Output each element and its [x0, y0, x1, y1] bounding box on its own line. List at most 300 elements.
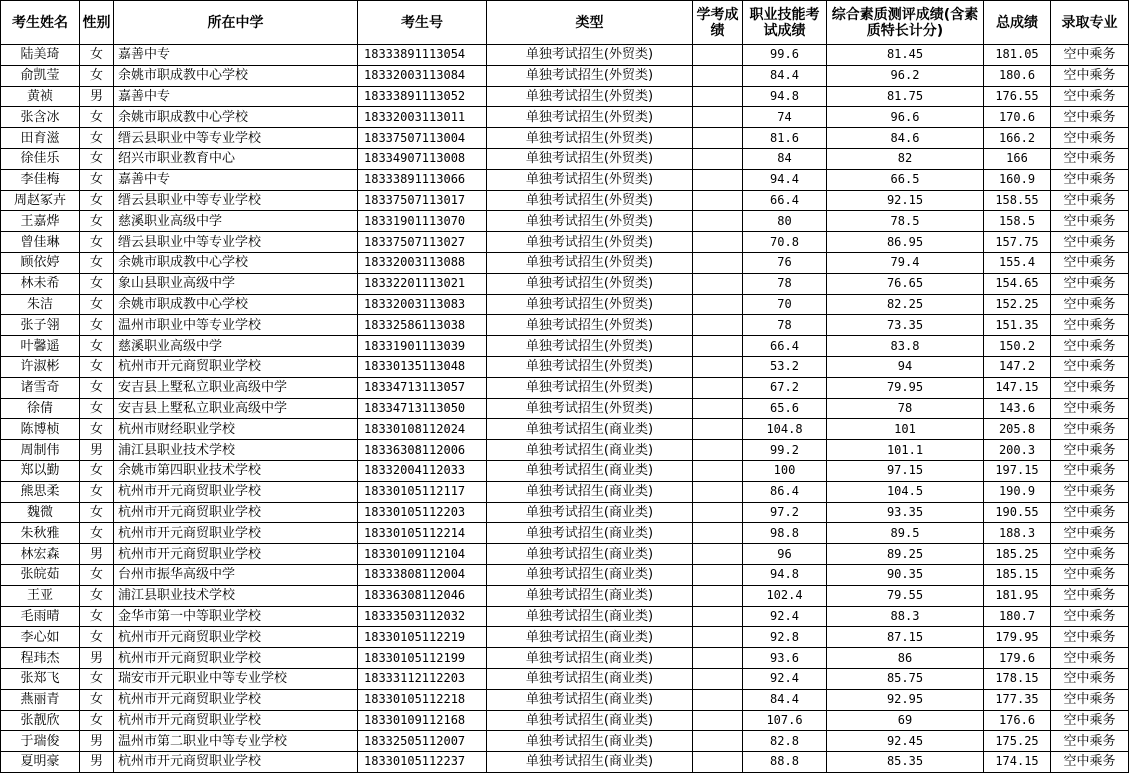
table-row — [1, 252, 1129, 273]
cell-quality: 92.95 — [827, 689, 984, 710]
cell-type: 单独考试招生(商业类) — [487, 440, 693, 461]
table-row — [1, 107, 1129, 128]
cell-xk — [693, 169, 743, 190]
cell-exam-id: 18333112112203 — [358, 668, 487, 689]
cell-type: 单独考试招生(外贸类) — [487, 232, 693, 253]
table-row — [1, 273, 1129, 294]
cell-major: 空中乘务 — [1051, 232, 1129, 253]
cell-skill: 97.2 — [743, 502, 827, 523]
cell-name: 张郑飞 — [1, 668, 80, 689]
cell-gender: 女 — [80, 585, 114, 606]
cell-total: 166 — [984, 148, 1051, 169]
cell-gender: 女 — [80, 481, 114, 502]
cell-skill: 82.8 — [743, 731, 827, 752]
cell-xk — [693, 45, 743, 66]
cell-exam-id: 18331901113039 — [358, 336, 487, 357]
table-row — [1, 564, 1129, 585]
cell-name: 熊思柔 — [1, 481, 80, 502]
cell-gender: 男 — [80, 648, 114, 669]
cell-xk — [693, 190, 743, 211]
cell-total: 176.55 — [984, 86, 1051, 107]
cell-name: 田育滋 — [1, 128, 80, 149]
cell-major: 空中乘务 — [1051, 45, 1129, 66]
cell-total: 175.25 — [984, 731, 1051, 752]
cell-type: 单独考试招生(外贸类) — [487, 45, 693, 66]
cell-xk — [693, 606, 743, 627]
cell-quality: 97.15 — [827, 460, 984, 481]
cell-skill: 78 — [743, 315, 827, 336]
cell-type: 单独考试招生(外贸类) — [487, 315, 693, 336]
cell-skill: 70 — [743, 294, 827, 315]
cell-skill: 84.4 — [743, 65, 827, 86]
cell-quality: 78.5 — [827, 211, 984, 232]
table-row — [1, 419, 1129, 440]
cell-total: 190.55 — [984, 502, 1051, 523]
cell-quality: 82 — [827, 148, 984, 169]
cell-skill: 65.6 — [743, 398, 827, 419]
cell-quality: 81.45 — [827, 45, 984, 66]
cell-exam-id: 18336308112006 — [358, 440, 487, 461]
cell-gender: 女 — [80, 419, 114, 440]
cell-name: 张皖茹 — [1, 564, 80, 585]
cell-major: 空中乘务 — [1051, 356, 1129, 377]
cell-type: 单独考试招生(商业类) — [487, 731, 693, 752]
cell-total: 150.2 — [984, 336, 1051, 357]
cell-xk — [693, 564, 743, 585]
cell-school: 嘉善中专 — [114, 86, 358, 107]
cell-major: 空中乘务 — [1051, 273, 1129, 294]
cell-school: 杭州市开元商贸职业学校 — [114, 689, 358, 710]
cell-quality: 73.35 — [827, 315, 984, 336]
cell-total: 177.35 — [984, 689, 1051, 710]
header-school: 所在中学 — [114, 1, 358, 45]
cell-quality: 96.2 — [827, 65, 984, 86]
cell-quality: 85.35 — [827, 752, 984, 773]
table-row — [1, 356, 1129, 377]
table-row — [1, 481, 1129, 502]
cell-quality: 86.95 — [827, 232, 984, 253]
header-row — [1, 1, 1129, 45]
cell-total: 185.25 — [984, 544, 1051, 565]
table-row — [1, 502, 1129, 523]
cell-skill: 92.4 — [743, 606, 827, 627]
table-row — [1, 315, 1129, 336]
cell-skill: 81.6 — [743, 128, 827, 149]
cell-major: 空中乘务 — [1051, 294, 1129, 315]
cell-quality: 94 — [827, 356, 984, 377]
cell-school: 杭州市开元商贸职业学校 — [114, 481, 358, 502]
table-row — [1, 211, 1129, 232]
table-row — [1, 128, 1129, 149]
cell-school: 缙云县职业中等专业学校 — [114, 190, 358, 211]
cell-name: 夏明豪 — [1, 752, 80, 773]
cell-type: 单独考试招生(商业类) — [487, 564, 693, 585]
cell-total: 197.15 — [984, 460, 1051, 481]
cell-xk — [693, 689, 743, 710]
cell-school: 余姚市第四职业技术学校 — [114, 460, 358, 481]
cell-major: 空中乘务 — [1051, 128, 1129, 149]
header-gender: 性别 — [80, 1, 114, 45]
cell-gender: 女 — [80, 169, 114, 190]
cell-gender: 女 — [80, 689, 114, 710]
table-row — [1, 377, 1129, 398]
cell-school: 浦江县职业技术学校 — [114, 585, 358, 606]
cell-name: 周赵冢卉 — [1, 190, 80, 211]
cell-type: 单独考试招生(商业类) — [487, 710, 693, 731]
cell-school: 嘉善中专 — [114, 45, 358, 66]
header-quality: 综合素质测评成绩(含素质特长计分) — [827, 1, 984, 45]
cell-exam-id: 18332201113021 — [358, 273, 487, 294]
cell-gender: 男 — [80, 440, 114, 461]
table-body — [1, 45, 1129, 773]
cell-major: 空中乘务 — [1051, 648, 1129, 669]
cell-xk — [693, 648, 743, 669]
cell-name: 曾佳琳 — [1, 232, 80, 253]
cell-gender: 女 — [80, 273, 114, 294]
cell-xk — [693, 460, 743, 481]
cell-quality: 76.65 — [827, 273, 984, 294]
cell-major: 空中乘务 — [1051, 86, 1129, 107]
cell-exam-id: 18333891113052 — [358, 86, 487, 107]
cell-school: 瑞安市开元职业中等专业学校 — [114, 668, 358, 689]
cell-major: 空中乘务 — [1051, 627, 1129, 648]
cell-skill: 76 — [743, 252, 827, 273]
cell-quality: 82.25 — [827, 294, 984, 315]
table-row — [1, 336, 1129, 357]
cell-major: 空中乘务 — [1051, 419, 1129, 440]
cell-skill: 94.4 — [743, 169, 827, 190]
cell-xk — [693, 294, 743, 315]
cell-skill: 96 — [743, 544, 827, 565]
cell-total: 180.7 — [984, 606, 1051, 627]
cell-quality: 79.95 — [827, 377, 984, 398]
cell-exam-id: 18332003113088 — [358, 252, 487, 273]
cell-skill: 80 — [743, 211, 827, 232]
cell-major: 空中乘务 — [1051, 731, 1129, 752]
cell-quality: 104.5 — [827, 481, 984, 502]
cell-gender: 女 — [80, 45, 114, 66]
cell-skill: 98.8 — [743, 523, 827, 544]
cell-type: 单独考试招生(外贸类) — [487, 169, 693, 190]
cell-gender: 女 — [80, 294, 114, 315]
cell-gender: 女 — [80, 148, 114, 169]
cell-name: 燕丽青 — [1, 689, 80, 710]
cell-type: 单独考试招生(外贸类) — [487, 294, 693, 315]
cell-quality: 93.35 — [827, 502, 984, 523]
table-row — [1, 627, 1129, 648]
cell-school: 余姚市职成教中心学校 — [114, 252, 358, 273]
cell-major: 空中乘务 — [1051, 190, 1129, 211]
cell-total: 160.9 — [984, 169, 1051, 190]
cell-name: 诸雪奇 — [1, 377, 80, 398]
cell-major: 空中乘务 — [1051, 148, 1129, 169]
cell-type: 单独考试招生(商业类) — [487, 585, 693, 606]
cell-school: 安吉县上墅私立职业高级中学 — [114, 398, 358, 419]
cell-school: 安吉县上墅私立职业高级中学 — [114, 377, 358, 398]
cell-gender: 女 — [80, 523, 114, 544]
cell-gender: 女 — [80, 252, 114, 273]
cell-skill: 94.8 — [743, 564, 827, 585]
cell-xk — [693, 86, 743, 107]
cell-major: 空中乘务 — [1051, 710, 1129, 731]
cell-major: 空中乘务 — [1051, 107, 1129, 128]
cell-major: 空中乘务 — [1051, 377, 1129, 398]
cell-exam-id: 18332586113038 — [358, 315, 487, 336]
cell-name: 张靓欣 — [1, 710, 80, 731]
header-total: 总成绩 — [984, 1, 1051, 45]
cell-skill: 107.6 — [743, 710, 827, 731]
cell-xk — [693, 273, 743, 294]
cell-quality: 81.75 — [827, 86, 984, 107]
table-row — [1, 710, 1129, 731]
cell-name: 林宏森 — [1, 544, 80, 565]
cell-type: 单独考试招生(商业类) — [487, 668, 693, 689]
cell-skill: 66.4 — [743, 190, 827, 211]
cell-name: 朱洁 — [1, 294, 80, 315]
table-row — [1, 294, 1129, 315]
cell-xk — [693, 419, 743, 440]
cell-name: 叶馨遥 — [1, 336, 80, 357]
cell-gender: 女 — [80, 107, 114, 128]
cell-type: 单独考试招生(商业类) — [487, 648, 693, 669]
cell-major: 空中乘务 — [1051, 398, 1129, 419]
table-row — [1, 585, 1129, 606]
cell-name: 徐倩 — [1, 398, 80, 419]
cell-gender: 女 — [80, 398, 114, 419]
cell-name: 李心如 — [1, 627, 80, 648]
cell-quality: 66.5 — [827, 169, 984, 190]
cell-exam-id: 18330105112203 — [358, 502, 487, 523]
cell-exam-id: 18332004112033 — [358, 460, 487, 481]
cell-exam-id: 18333808112004 — [358, 564, 487, 585]
cell-school: 余姚市职成教中心学校 — [114, 107, 358, 128]
cell-total: 154.65 — [984, 273, 1051, 294]
cell-xk — [693, 107, 743, 128]
cell-xk — [693, 356, 743, 377]
cell-school: 台州市振华高级中学 — [114, 564, 358, 585]
cell-name: 魏微 — [1, 502, 80, 523]
cell-type: 单独考试招生(商业类) — [487, 752, 693, 773]
cell-major: 空中乘务 — [1051, 606, 1129, 627]
table-row — [1, 86, 1129, 107]
cell-exam-id: 18333891113066 — [358, 169, 487, 190]
cell-quality: 79.55 — [827, 585, 984, 606]
cell-xk — [693, 752, 743, 773]
cell-exam-id: 18330105112214 — [358, 523, 487, 544]
cell-gender: 女 — [80, 710, 114, 731]
cell-gender: 女 — [80, 190, 114, 211]
table-row — [1, 606, 1129, 627]
cell-xk — [693, 668, 743, 689]
cell-major: 空中乘务 — [1051, 440, 1129, 461]
table-row — [1, 648, 1129, 669]
cell-quality: 83.8 — [827, 336, 984, 357]
cell-major: 空中乘务 — [1051, 544, 1129, 565]
cell-skill: 66.4 — [743, 336, 827, 357]
cell-gender: 女 — [80, 668, 114, 689]
header-xk: 学考成绩 — [693, 1, 743, 45]
cell-xk — [693, 627, 743, 648]
table-row — [1, 148, 1129, 169]
cell-gender: 男 — [80, 544, 114, 565]
cell-xk — [693, 544, 743, 565]
cell-gender: 女 — [80, 377, 114, 398]
cell-exam-id: 18330109112104 — [358, 544, 487, 565]
cell-gender: 女 — [80, 65, 114, 86]
cell-skill: 78 — [743, 273, 827, 294]
cell-gender: 女 — [80, 211, 114, 232]
cell-type: 单独考试招生(外贸类) — [487, 336, 693, 357]
cell-exam-id: 18332003113083 — [358, 294, 487, 315]
table-row — [1, 169, 1129, 190]
cell-name: 许淑彬 — [1, 356, 80, 377]
cell-xk — [693, 377, 743, 398]
cell-total: 170.6 — [984, 107, 1051, 128]
cell-major: 空中乘务 — [1051, 211, 1129, 232]
cell-exam-id: 18330109112168 — [358, 710, 487, 731]
cell-exam-id: 18330108112024 — [358, 419, 487, 440]
cell-quality: 92.15 — [827, 190, 984, 211]
cell-school: 余姚市职成教中心学校 — [114, 294, 358, 315]
cell-exam-id: 18330105112218 — [358, 689, 487, 710]
cell-school: 杭州市开元商贸职业学校 — [114, 752, 358, 773]
cell-gender: 男 — [80, 752, 114, 773]
cell-skill: 67.2 — [743, 377, 827, 398]
header-type: 类型 — [487, 1, 693, 45]
cell-exam-id: 18332505112007 — [358, 731, 487, 752]
cell-quality: 89.25 — [827, 544, 984, 565]
header-name: 考生姓名 — [1, 1, 80, 45]
cell-xk — [693, 232, 743, 253]
cell-name: 毛雨晴 — [1, 606, 80, 627]
cell-skill: 102.4 — [743, 585, 827, 606]
cell-total: 190.9 — [984, 481, 1051, 502]
cell-school: 温州市第二职业中等专业学校 — [114, 731, 358, 752]
cell-name: 陈博桢 — [1, 419, 80, 440]
cell-major: 空中乘务 — [1051, 481, 1129, 502]
cell-total: 200.3 — [984, 440, 1051, 461]
cell-gender: 男 — [80, 86, 114, 107]
cell-type: 单独考试招生(外贸类) — [487, 65, 693, 86]
cell-type: 单独考试招生(外贸类) — [487, 107, 693, 128]
cell-total: 158.5 — [984, 211, 1051, 232]
cell-exam-id: 18330105112219 — [358, 627, 487, 648]
cell-exam-id: 18333503112032 — [358, 606, 487, 627]
header-exam-id: 考生号 — [358, 1, 487, 45]
table-row — [1, 523, 1129, 544]
cell-quality: 96.6 — [827, 107, 984, 128]
cell-skill: 94.8 — [743, 86, 827, 107]
cell-exam-id: 18332003113084 — [358, 65, 487, 86]
cell-type: 单独考试招生(商业类) — [487, 419, 693, 440]
cell-school: 金华市第一中等职业学校 — [114, 606, 358, 627]
cell-skill: 88.8 — [743, 752, 827, 773]
cell-quality: 78 — [827, 398, 984, 419]
cell-total: 179.6 — [984, 648, 1051, 669]
cell-type: 单独考试招生(商业类) — [487, 481, 693, 502]
cell-xk — [693, 710, 743, 731]
cell-name: 徐佳乐 — [1, 148, 80, 169]
cell-skill: 53.2 — [743, 356, 827, 377]
cell-quality: 85.75 — [827, 668, 984, 689]
cell-school: 杭州市开元商贸职业学校 — [114, 544, 358, 565]
cell-type: 单独考试招生(商业类) — [487, 523, 693, 544]
cell-major: 空中乘务 — [1051, 668, 1129, 689]
cell-xk — [693, 148, 743, 169]
cell-school: 温州市职业中等专业学校 — [114, 315, 358, 336]
cell-major: 空中乘务 — [1051, 252, 1129, 273]
cell-type: 单独考试招生(外贸类) — [487, 148, 693, 169]
cell-total: 181.95 — [984, 585, 1051, 606]
header-skill: 职业技能考试成绩 — [743, 1, 827, 45]
cell-exam-id: 18333891113054 — [358, 45, 487, 66]
cell-xk — [693, 440, 743, 461]
table-row — [1, 440, 1129, 461]
cell-exam-id: 18337507113017 — [358, 190, 487, 211]
cell-type: 单独考试招生(外贸类) — [487, 211, 693, 232]
cell-quality: 101.1 — [827, 440, 984, 461]
cell-type: 单独考试招生(商业类) — [487, 689, 693, 710]
cell-quality: 92.45 — [827, 731, 984, 752]
cell-name: 于瑞俊 — [1, 731, 80, 752]
cell-gender: 女 — [80, 128, 114, 149]
cell-major: 空中乘务 — [1051, 564, 1129, 585]
cell-school: 象山县职业高级中学 — [114, 273, 358, 294]
cell-school: 杭州市开元商贸职业学校 — [114, 523, 358, 544]
cell-major: 空中乘务 — [1051, 689, 1129, 710]
cell-gender: 男 — [80, 731, 114, 752]
cell-quality: 89.5 — [827, 523, 984, 544]
cell-major: 空中乘务 — [1051, 315, 1129, 336]
cell-gender: 女 — [80, 315, 114, 336]
cell-xk — [693, 398, 743, 419]
cell-total: 179.95 — [984, 627, 1051, 648]
cell-total: 158.55 — [984, 190, 1051, 211]
cell-gender: 女 — [80, 232, 114, 253]
cell-skill: 92.4 — [743, 668, 827, 689]
cell-skill: 92.8 — [743, 627, 827, 648]
cell-total: 176.6 — [984, 710, 1051, 731]
cell-quality: 69 — [827, 710, 984, 731]
cell-major: 空中乘务 — [1051, 752, 1129, 773]
cell-total: 178.15 — [984, 668, 1051, 689]
cell-xk — [693, 585, 743, 606]
cell-exam-id: 18334713113057 — [358, 377, 487, 398]
cell-exam-id: 18334713113050 — [358, 398, 487, 419]
cell-name: 张子翎 — [1, 315, 80, 336]
cell-quality: 87.15 — [827, 627, 984, 648]
cell-gender: 女 — [80, 502, 114, 523]
cell-name: 顾依婷 — [1, 252, 80, 273]
cell-exam-id: 18330105112117 — [358, 481, 487, 502]
cell-gender: 女 — [80, 336, 114, 357]
cell-quality: 79.4 — [827, 252, 984, 273]
cell-name: 周制伟 — [1, 440, 80, 461]
cell-total: 147.15 — [984, 377, 1051, 398]
cell-school: 杭州市开元商贸职业学校 — [114, 356, 358, 377]
cell-school: 缙云县职业中等专业学校 — [114, 128, 358, 149]
cell-xk — [693, 211, 743, 232]
cell-gender: 女 — [80, 460, 114, 481]
cell-major: 空中乘务 — [1051, 502, 1129, 523]
cell-type: 单独考试招生(外贸类) — [487, 190, 693, 211]
cell-skill: 70.8 — [743, 232, 827, 253]
cell-skill: 84.4 — [743, 689, 827, 710]
cell-type: 单独考试招生(外贸类) — [487, 356, 693, 377]
table-row — [1, 731, 1129, 752]
table-row — [1, 232, 1129, 253]
cell-name: 王嘉烨 — [1, 211, 80, 232]
